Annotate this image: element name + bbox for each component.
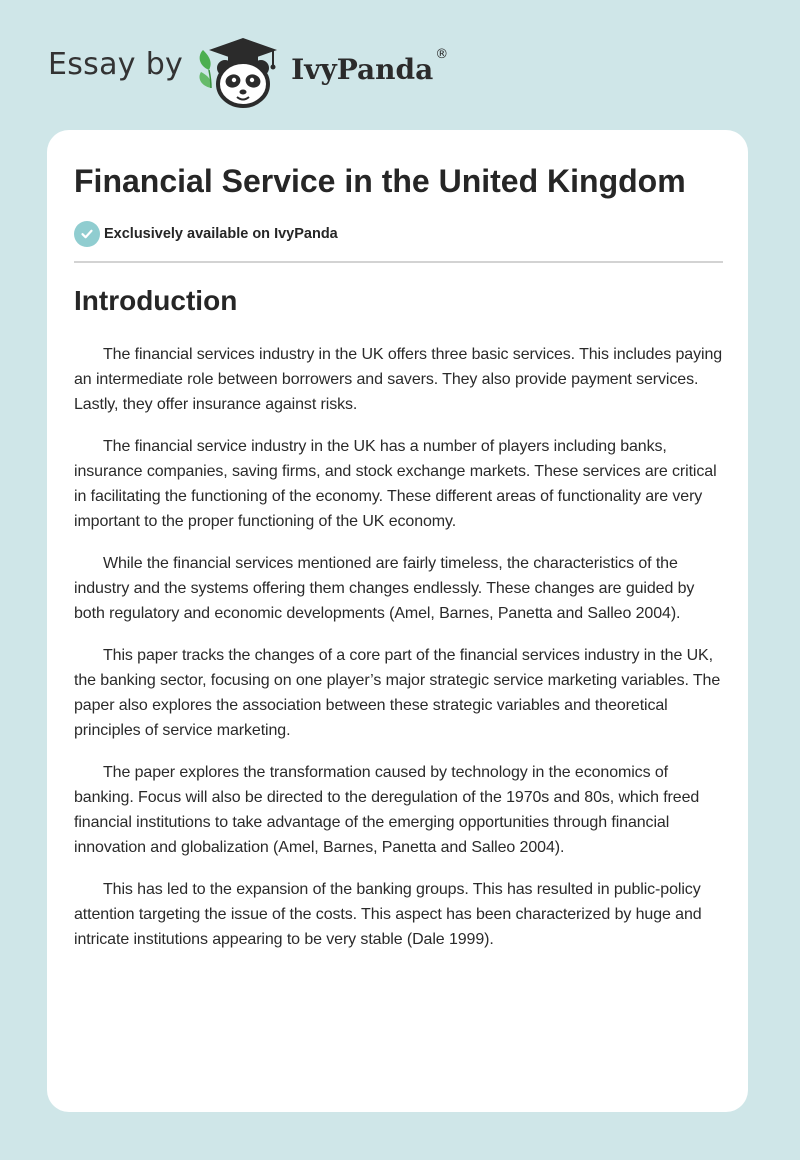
- paragraph: This paper tracks the changes of a core part of the financial services industry in the UK, the banking sector, focusing on one player’s major strategic service marketing variables. The paper also explores the association between these strategic variables and theoretical principles of service marketing.: [74, 647, 721, 739]
- paragraph: The financial service industry in the UK has a number of players including banks, insurance companies, saving firms, and stock exchange markets. These services are critical in facilitating the functioning of the economy. These different areas of functionality are very important to the proper functioning of the UK economy.: [74, 438, 717, 530]
- essay-card: [47, 130, 748, 1112]
- brand-prefix: Essay by: [48, 46, 184, 82]
- badge-text: Exclusively available on IvyPanda: [104, 226, 338, 242]
- brand-header: [48, 28, 448, 108]
- page-title: Financial Service in the United Kingdom: [74, 163, 686, 199]
- paragraph: The paper explores the transformation caused by technology in the economics of banking. Focus will also be directed to the deregulation of the 1970s and 80s, which freed financial institutions to take advantage of the emerging opportunities through financial innovation and globalization (Amel, Barnes, Panetta and Salleo 2004).: [74, 764, 700, 856]
- check-icon: [74, 221, 100, 247]
- divider: [74, 261, 723, 263]
- registered-mark: ®: [435, 46, 449, 62]
- paragraph: While the financial services mentioned are fairly timeless, the characteristics of the industry and the systems offering them changes endlessly. These changes are guided by both regulatory and economic developments (Amel, Barnes, Panetta and Salleo 2004).: [74, 555, 695, 622]
- paragraph: This has led to the expansion of the banking groups. This has resulted in public-policy attention targeting the issue of the costs. This aspect has been characterized by huge and intricate institutions appearing to be very stable (Dale 1999).: [74, 881, 702, 948]
- panda-logo-icon[interactable]: [195, 30, 287, 110]
- section-heading: Introduction: [74, 285, 238, 316]
- brand-name: IvyPanda: [291, 52, 434, 86]
- essay-body: [74, 342, 723, 969]
- exclusive-badge: [74, 221, 338, 247]
- paragraph: The financial services industry in the UK offers three basic services. This includes paying an intermediate role between borrowers and savers. They also provide payment services. Lastly, they offer insurance against risks.: [74, 346, 723, 413]
